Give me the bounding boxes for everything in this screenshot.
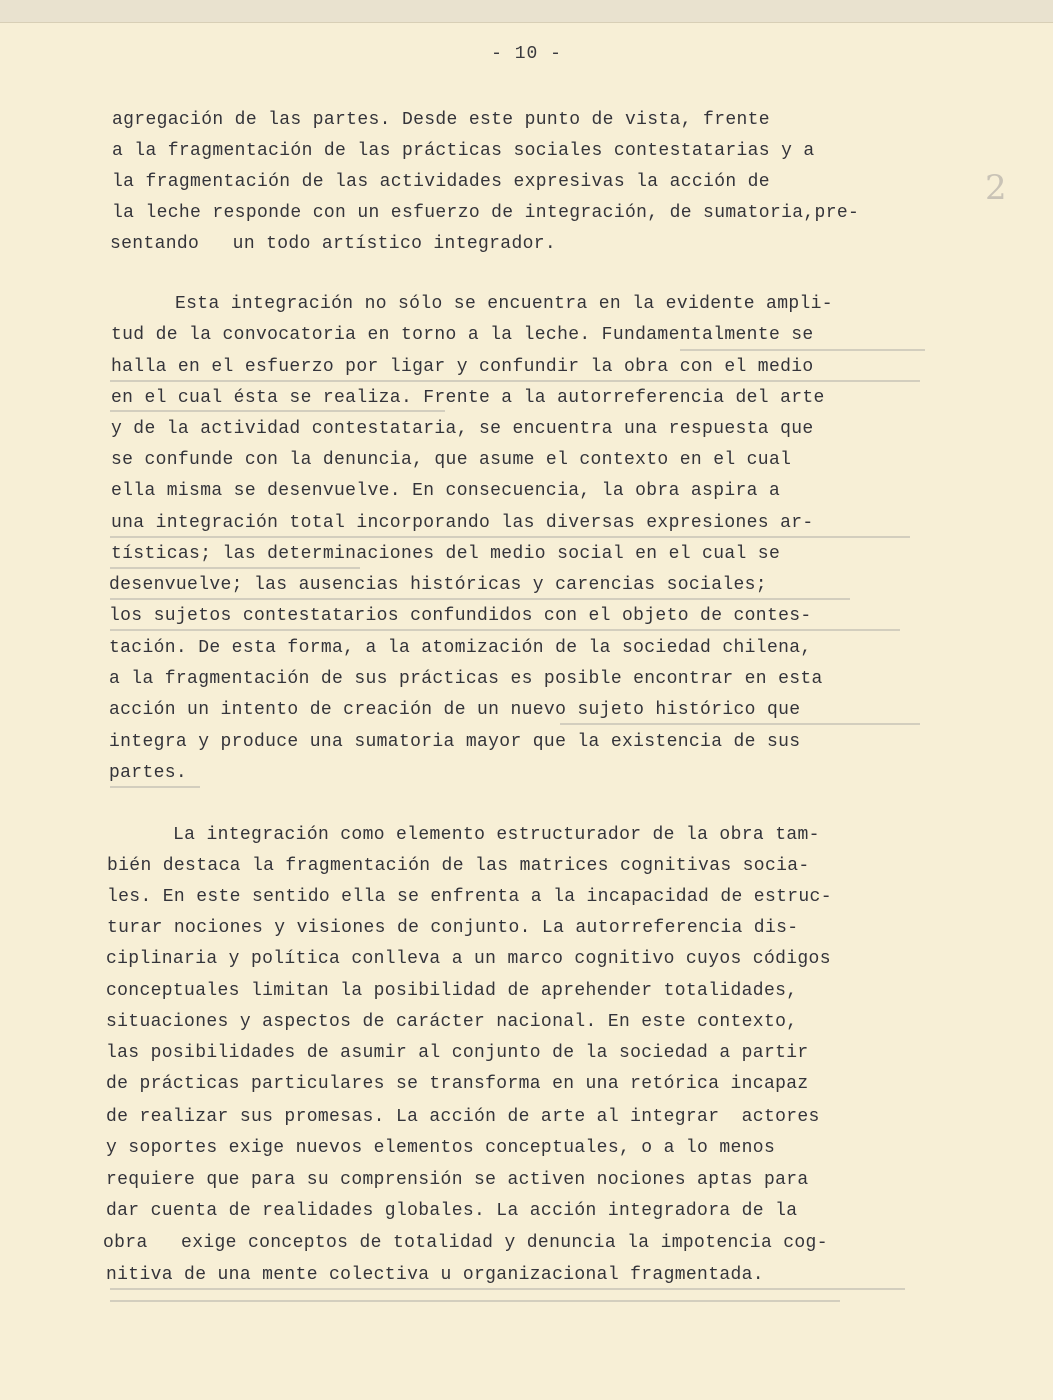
- pencil-underline: [560, 723, 920, 725]
- text-line: a la fragmentación de sus prácticas es posible encontrar en esta: [109, 669, 823, 689]
- text-line: halla en el esfuerzo por ligar y confundir la obra con el medio: [111, 357, 814, 377]
- text-line: una integración total incorporando las diversas expresiones ar-: [111, 513, 814, 533]
- pencil-underline: [110, 380, 920, 382]
- text-line: ciplinaria y política conlleva a un marco cognitivo cuyos códigos: [106, 949, 831, 969]
- text-line: conceptuales limitan la posibilidad de aprehender totalidades,: [106, 981, 798, 1001]
- text-line: de realizar sus promesas. La acción de arte al integrar actores: [106, 1107, 820, 1127]
- text-line: acción un intento de creación de un nuevo sujeto histórico que: [109, 700, 801, 720]
- text-line: tísticas; las determinaciones del medio social en el cual se: [111, 544, 781, 564]
- text-line: requiere que para su comprensión se activen nociones aptas para: [106, 1170, 809, 1190]
- text-line: a la fragmentación de las prácticas sociales contestatarias y a: [112, 141, 815, 161]
- text-line: agregación de las partes. Desde este punto de vista, frente: [112, 110, 770, 130]
- text-line: nitiva de una mente colectiva u organizacional fragmentada.: [106, 1265, 764, 1285]
- text-line: las posibilidades de asumir al conjunto de la sociedad a partir: [106, 1043, 809, 1063]
- text-line: se confunde con la denuncia, que asume el contexto en el cual: [111, 450, 792, 470]
- pencil-underline: [110, 598, 850, 600]
- pencil-underline: [110, 536, 910, 538]
- text-line: Esta integración no sólo se encuentra en la evidente ampli-: [175, 294, 833, 314]
- pencil-underline: [110, 786, 200, 788]
- text-line: tación. De esta forma, a la atomización de la sociedad chilena,: [109, 638, 812, 658]
- text-line: les. En este sentido ella se enfrenta a la incapacidad de estruc-: [107, 887, 832, 907]
- text-line: integra y produce una sumatoria mayor que la existencia de sus: [109, 732, 801, 752]
- text-line: y soportes exige nuevos elementos conceptuales, o a lo menos: [106, 1138, 776, 1158]
- text-line: dar cuenta de realidades globales. La acción integradora de la: [106, 1201, 798, 1221]
- text-line: la leche responde con un esfuerzo de integración, de sumatoria,pre-: [112, 203, 860, 223]
- pencil-underline: [680, 349, 925, 351]
- pencil-underline: [110, 410, 445, 412]
- text-line: sentando un todo artístico integrador.: [110, 234, 557, 254]
- text-line: partes.: [109, 763, 188, 783]
- text-line: en el cual ésta se realiza. Frente a la autorreferencia del arte: [111, 388, 825, 408]
- pencil-underline: [110, 567, 360, 569]
- text-line: obra exige conceptos de totalidad y denuncia la impotencia cog-: [103, 1233, 828, 1253]
- page-number: - 10 -: [491, 44, 562, 64]
- margin-annotation: 2: [985, 168, 1007, 208]
- text-line: tud de la convocatoria en torno a la leche. Fundamentalmente se: [111, 325, 814, 345]
- pencil-underline: [110, 1288, 905, 1290]
- text-line: bién destaca la fragmentación de las matrices cognitivas socia-: [107, 856, 810, 876]
- text-line: de prácticas particulares se transforma en una retórica incapaz: [106, 1074, 809, 1094]
- text-line: la fragmentación de las actividades expresivas la acción de: [112, 172, 770, 192]
- pencil-underline: [110, 629, 900, 631]
- text-line: desenvuelve; las ausencias históricas y carencias sociales;: [109, 575, 767, 595]
- text-line: La integración como elemento estructurador de la obra tam-: [173, 825, 820, 845]
- text-line: situaciones y aspectos de carácter nacional. En este contexto,: [106, 1012, 798, 1032]
- text-line: los sujetos contestatarios confundidos con el objeto de contes-: [109, 606, 812, 626]
- text-line: turar nociones y visiones de conjunto. La autorreferencia dis-: [107, 918, 799, 938]
- text-line: y de la actividad contestataria, se encuentra una respuesta que: [111, 419, 814, 439]
- text-line: ella misma se desenvuelve. En consecuencia, la obra aspira a: [111, 481, 781, 501]
- pencil-underline: [110, 1300, 840, 1302]
